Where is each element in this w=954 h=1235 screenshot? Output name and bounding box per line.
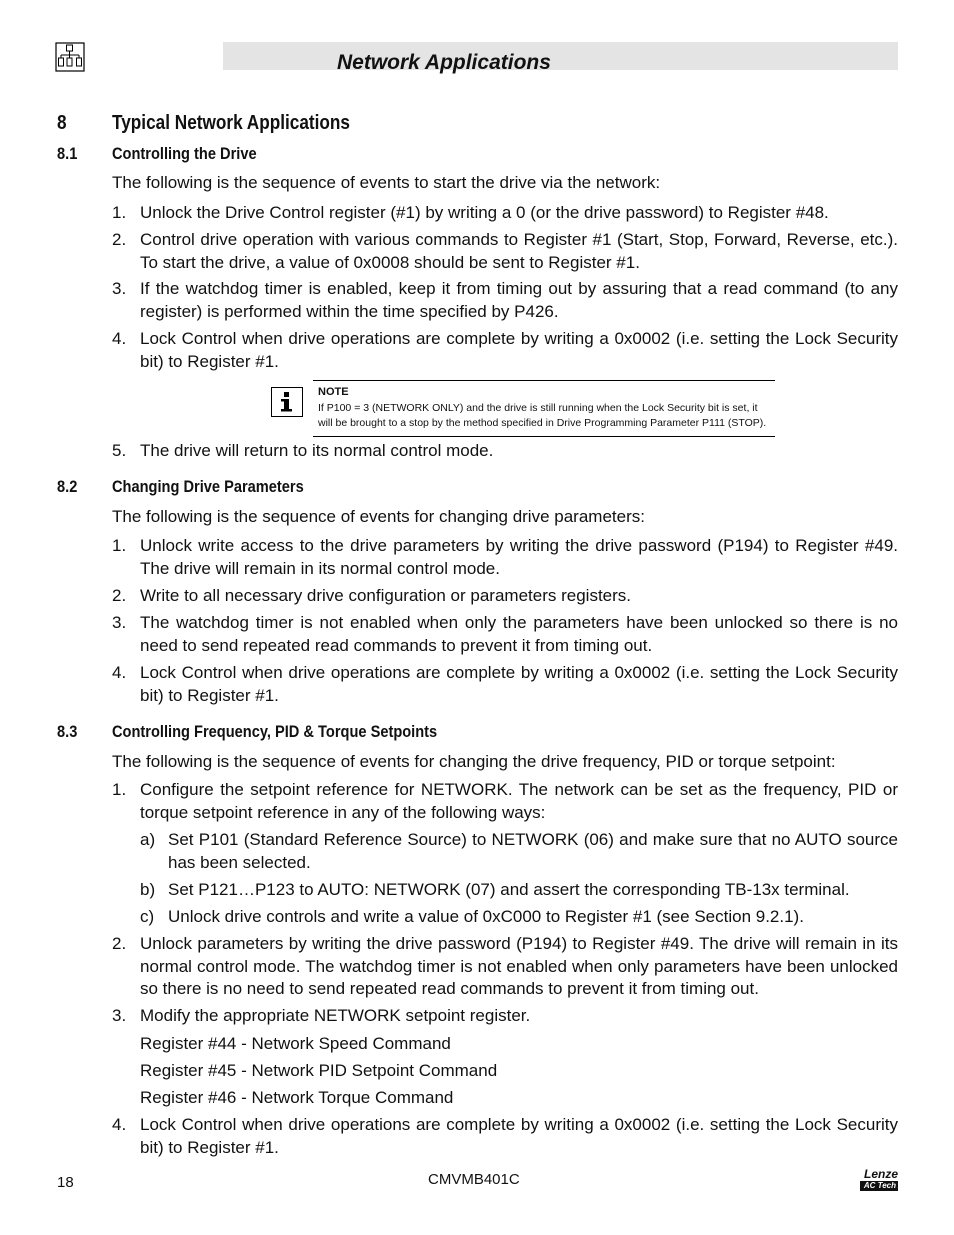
list-item bbox=[112, 278, 898, 323]
list-text: If the watchdog timer is enabled, keep it from timing out by assuring that a read command (to any register) is performed within the time specified by P426. bbox=[140, 279, 898, 321]
list-text: Control drive operation with various commands to Register #1 (Start, Stop, Forward, Reverse, etc.). To start the drive, a value of 0x0008 should be sent to Register #1. bbox=[140, 230, 898, 272]
list-text: Lock Control when drive operations are complete by writing a 0x0002 (i.e. setting the Lock Security bit) to Register #1. bbox=[140, 329, 898, 371]
paragraph-8-2-intro: The following is the sequence of events for changing drive parameters: bbox=[112, 507, 645, 526]
list-item bbox=[112, 779, 898, 824]
list-text: Unlock parameters by writing the drive password (P194) to Register #49. The drive will remain in its normal control mode. The watchdog timer is not enabled when only parameters have been unlocked so there is no need to send repeated read commands to prevent it from timing out. bbox=[140, 934, 898, 998]
paragraph-8-1-intro: The following is the sequence of events to start the drive via the network: bbox=[112, 173, 661, 192]
list-number: 4. bbox=[112, 663, 127, 682]
list-number: 1. bbox=[112, 536, 127, 555]
section-title: Typical Network Applications bbox=[112, 112, 350, 134]
list-number: 4. bbox=[112, 329, 127, 348]
list-item bbox=[112, 585, 898, 608]
sub-list-text: Set P101 (Standard Reference Source) to NETWORK (06) and make sure that no AUTO source has been selected. bbox=[168, 830, 898, 872]
list-number: 1. bbox=[112, 780, 127, 799]
page-number: 18 bbox=[57, 1174, 74, 1191]
list-item bbox=[112, 229, 898, 274]
list-item bbox=[112, 535, 898, 580]
register-line: Register #44 - Network Speed Command bbox=[140, 1034, 451, 1053]
list-number: 2. bbox=[112, 230, 127, 249]
list-text: Unlock write access to the drive parameters by writing the drive password (P194) to Register #49. The drive will remain in its normal control mode. bbox=[140, 536, 898, 578]
subsection-number-8-1: 8.1 bbox=[57, 144, 78, 163]
sub-list-letter: a) bbox=[140, 830, 156, 849]
page-header-title: Network Applications bbox=[337, 51, 551, 74]
list-number: 2. bbox=[112, 586, 127, 605]
subsection-number-8-3: 8.3 bbox=[57, 722, 78, 741]
sub-list-item bbox=[140, 879, 898, 902]
list-item bbox=[112, 1005, 898, 1028]
list-text: The watchdog timer is not enabled when only the parameters have been unlocked so there is no need to send repeated read commands to prevent it from timing out. bbox=[140, 613, 898, 655]
list-item bbox=[112, 933, 898, 1001]
list-item bbox=[112, 202, 898, 225]
list-number: 1. bbox=[112, 203, 127, 222]
section-number: 8 bbox=[57, 112, 67, 134]
sub-list-letter: c) bbox=[140, 907, 155, 926]
list-text: Unlock the Drive Control register (#1) by writing a 0 (or the drive password) to Register #48. bbox=[140, 203, 829, 222]
info-icon bbox=[271, 387, 303, 417]
register-line: Register #46 - Network Torque Command bbox=[140, 1088, 454, 1107]
sub-list-text: Unlock drive controls and write a value of 0xC000 to Register #1 (see Section 9.2.1). bbox=[168, 907, 804, 926]
subsection-title-8-3: Controlling Frequency, PID & Torque Setpoints bbox=[112, 722, 438, 741]
note-text: If P100 = 3 (NETWORK ONLY) and the drive is still running when the Lock Security bit is set, it will be brought to a stop by the method specified in Drive Programming Parameter P111 (STOP). bbox=[318, 402, 767, 429]
list-text: Lock Control when drive operations are complete by writing a 0x0002 (i.e. setting the Lock Security bit) to Register #1. bbox=[140, 663, 898, 705]
list-item bbox=[112, 440, 898, 463]
header-bar bbox=[223, 42, 898, 70]
list-number: 3. bbox=[112, 1006, 127, 1025]
subsection-number-8-2: 8.2 bbox=[57, 477, 78, 496]
sub-list-text: Set P121…P123 to AUTO: NETWORK (07) and assert the corresponding TB-13x terminal. bbox=[168, 880, 850, 899]
sub-list-letter: b) bbox=[140, 880, 156, 899]
list-text: The drive will return to its normal control mode. bbox=[140, 441, 494, 460]
lenze-logo bbox=[860, 1168, 898, 1192]
register-line: Register #45 - Network PID Setpoint Command bbox=[140, 1061, 498, 1080]
list-text: Configure the setpoint reference for NETWORK. The network can be set as the frequency, PID or torque setpoint reference in any of the following ways: bbox=[140, 780, 898, 822]
list-item bbox=[112, 662, 898, 707]
list-number: 2. bbox=[112, 934, 127, 953]
document-code: CMVMB401C bbox=[428, 1171, 520, 1188]
logo-top-text: Lenze bbox=[863, 1167, 898, 1181]
list-item bbox=[112, 328, 898, 373]
note-label: NOTE bbox=[318, 386, 349, 398]
list-item bbox=[112, 612, 898, 657]
paragraph-8-3-intro: The following is the sequence of events for changing the drive frequency, PID or torque setpoint: bbox=[112, 752, 836, 771]
list-text: Write to all necessary drive configuration or parameters registers. bbox=[140, 586, 631, 605]
list-text: Modify the appropriate NETWORK setpoint register. bbox=[140, 1006, 531, 1025]
subsection-title-8-2: Changing Drive Parameters bbox=[112, 477, 304, 496]
list-number: 5. bbox=[112, 441, 127, 460]
list-item bbox=[112, 1114, 898, 1159]
list-number: 3. bbox=[112, 613, 127, 632]
network-diagram-icon bbox=[55, 42, 85, 72]
subsection-title-8-1: Controlling the Drive bbox=[112, 144, 257, 163]
list-number: 3. bbox=[112, 279, 127, 298]
list-number: 4. bbox=[112, 1115, 127, 1134]
sub-list-item bbox=[140, 906, 898, 929]
logo-bottom-text: AC Tech bbox=[860, 1181, 898, 1191]
sub-list-item bbox=[140, 829, 898, 874]
list-text: Lock Control when drive operations are complete by writing a 0x0002 (i.e. setting the Lock Security bit) to Register #1. bbox=[140, 1115, 898, 1157]
